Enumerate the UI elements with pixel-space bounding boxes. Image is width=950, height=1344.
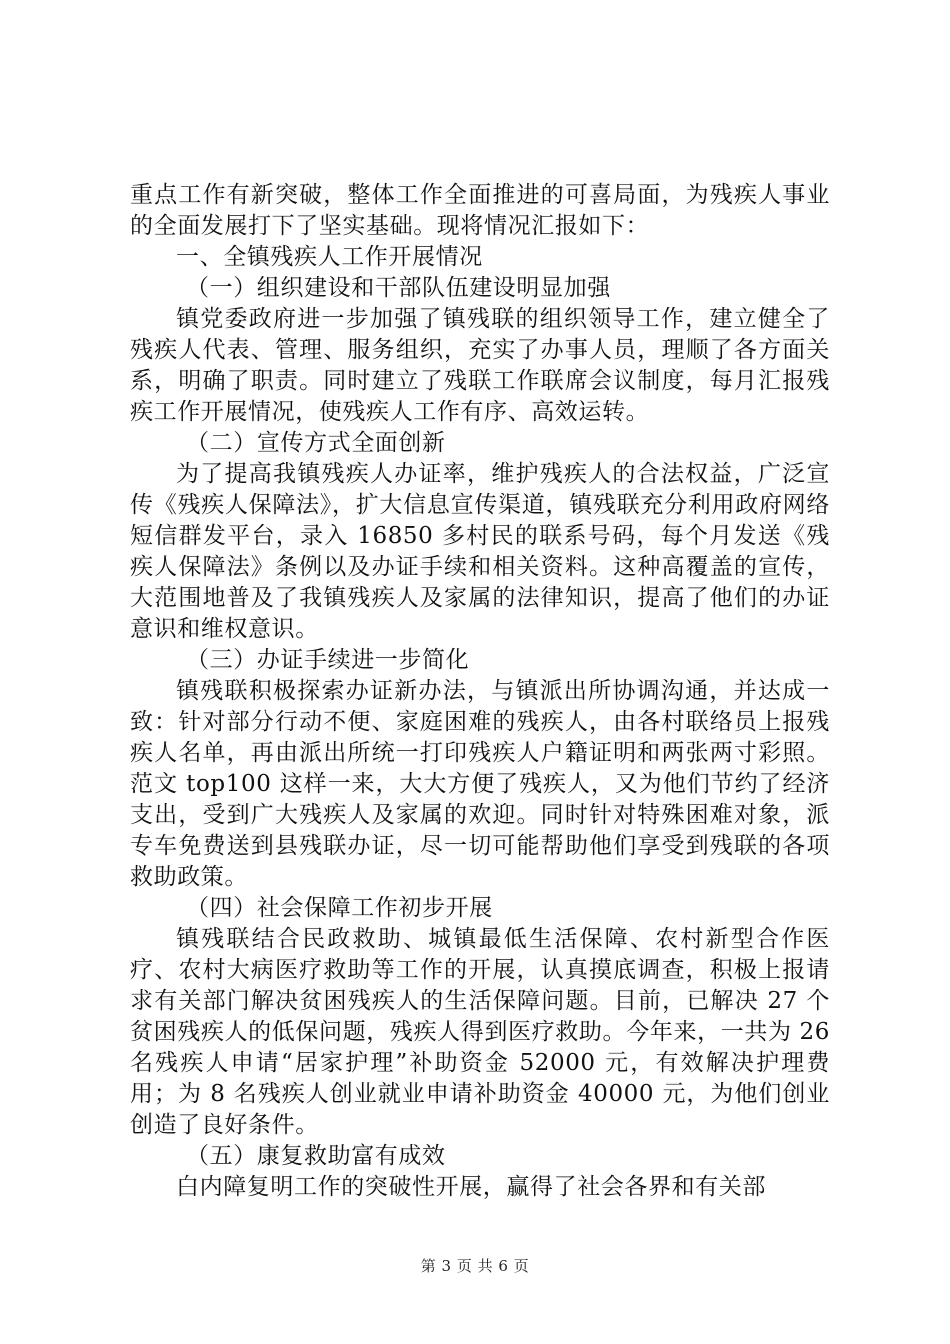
paragraph: 镇残联积极探索办证新办法，与镇派出所协调沟通，并达成一致：针对部分行动不便、家庭困难的残疾人，由各村联络员上报残疾人名单，再由派出所统一打印残疾人户籍证明和两张两寸彩照。范文 top100 这样一来，大大方便了残疾人，又为他们节约了经济支出，受到广大残疾人及家属的欢迎。同时针对特殊困难对象，派专车免费送到县残联办证，尽一切可能帮助他们享受到残联的各项救助政策。 <box>130 678 830 890</box>
page-footer: 第 3 页 共 6 页 <box>420 1257 530 1275</box>
subsection-heading: （二）宣传方式全面创新 <box>186 430 446 456</box>
subsection-heading: （三）办证手续进一步简化 <box>186 647 470 673</box>
subsection-heading: （一）组织建设和干部队伍建设明显加强 <box>186 275 611 301</box>
paragraph: 白内障复明工作的突破性开展，赢得了社会各界和有关部 <box>176 1174 766 1200</box>
subsection-heading: （四）社会保障工作初步开展 <box>186 895 493 921</box>
paragraph: 镇残联结合民政救助、城镇最低生活保障、农村新型合作医疗、农村大病医疗救助等工作的开展，认真摸底调查，积极上报请求有关部门解决贫困残疾人的生活保障问题。目前，已解决 27 个贫困残疾人的低保问题，残疾人得到医疗救助。今年来，一共为 26 名残疾人申请“居家护理”补助资金 52000 元，有效解决护理费用；为 8 名残疾人创业就业申请补助资金 40000 元，为他们创业创造了良好条件。 <box>130 926 830 1138</box>
section-heading: 一、全镇残疾人工作开展情况 <box>176 244 483 270</box>
paragraph: 重点工作有新突破，整体工作全面推进的可喜局面，为残疾人事业的全面发展打下了坚实基础。现将情况汇报如下： <box>130 182 830 239</box>
document-body <box>130 180 830 1203</box>
paragraph: 为了提高我镇残疾人办证率，维护残疾人的合法权益，广泛宣传《残疾人保障法》，扩大信息宣传渠道，镇残联充分利用政府网络短信群发平台，录入 16850 多村民的联系号码，每个月发送《残疾人保障法》条例以及办证手续和相关资料。这种高覆盖的宣传，大范围地普及了我镇残疾人及家属的法律知识，提高了他们的办证意识和维权意识。 <box>130 461 830 642</box>
paragraph: 镇党委政府进一步加强了镇残联的组织领导工作，建立健全了残疾人代表、管理、服务组织，充实了办事人员，理顺了各方面关系，明确了职责。同时建立了残联工作联席会议制度，每月汇报残疾工作开展情况，使残疾人工作有序、高效运转。 <box>130 306 830 425</box>
subsection-heading: （五）康复救助富有成效 <box>186 1143 446 1169</box>
